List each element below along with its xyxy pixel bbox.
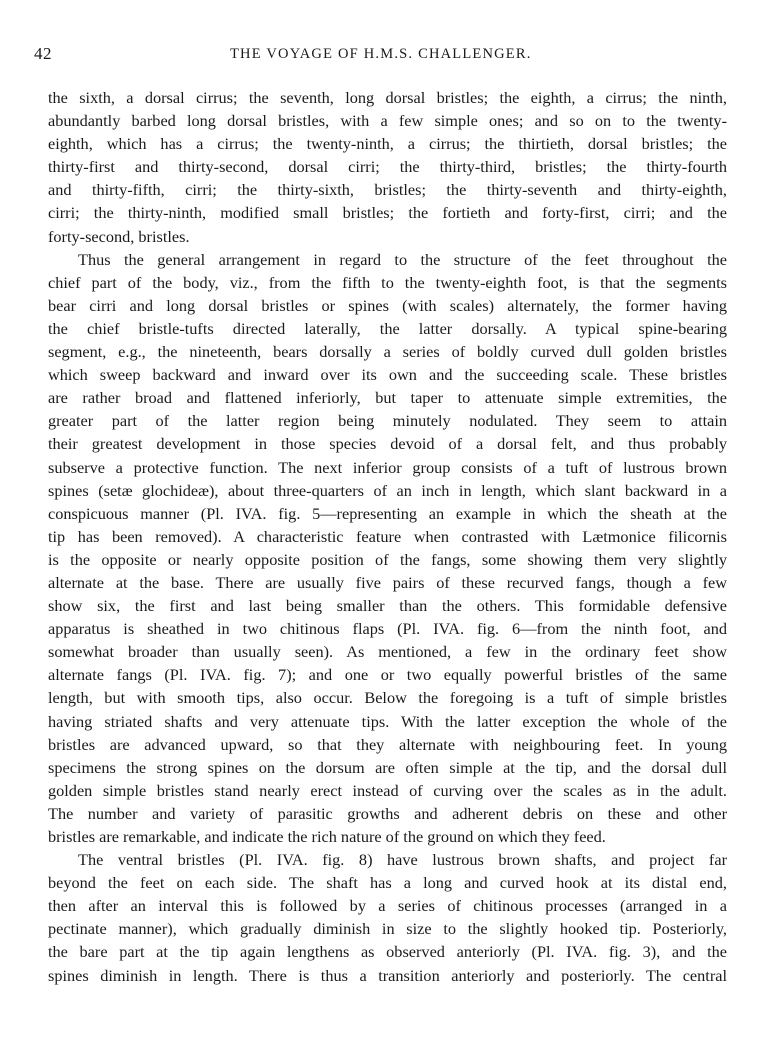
text-line: spines (setæ glochideæ), about three-quarters of an inch in length, which slant backward in a (48, 480, 727, 500)
text-line: golden simple bristles stand nearly erect instead of curving over the scales as in the adult. (48, 780, 727, 800)
text-line: the sixth, a dorsal cirrus; the seventh, long dorsal bristles; the eighth, a cirrus; the ninth, (48, 88, 727, 107)
text-line: somewhat broader than usually seen). As mentioned, a few in the ordinary feet show (48, 642, 727, 662)
text-line: greater part of the latter region being minutely nodulated. They seem to attain (48, 411, 727, 431)
page-header (34, 44, 734, 68)
text-line: beyond the feet on each side. The shaft has a long and curved hook at its distal end, (48, 873, 727, 893)
running-title: THE VOYAGE OF H.M.S. CHALLENGER. (230, 46, 532, 62)
page-number: 42 (34, 44, 52, 63)
text-line: and thirty-fifth, cirri; the thirty-sixth, bristles; the thirty-seventh and thirty-eighth, (48, 180, 727, 200)
paragraph-1 (48, 86, 727, 248)
text-line: bristles are remarkable, and indicate the rich nature of the ground on which they feed. (48, 827, 606, 846)
text-line: The number and variety of parasitic growths and adherent debris on these and other (48, 803, 727, 823)
text-line: are rather broad and flattened inferiorly, but taper to attenuate simple extremities, the (48, 388, 727, 408)
text-line: which sweep backward and inward over its own and the succeeding scale. These bristles (48, 365, 727, 385)
text-line: then after an interval this is followed by a series of chitinous processes (arranged in a (48, 896, 727, 916)
paragraph-2 (48, 248, 727, 848)
text-line: is the opposite or nearly opposite position of the fangs, some showing them very slightly (48, 549, 727, 569)
text-line: forty-second, bristles. (48, 226, 190, 246)
text-line: specimens the strong spines on the dorsum are often simple at the tip, and the dorsal dull (48, 757, 727, 777)
text-line: the chief bristle-tufts directed laterally, the latter dorsally. A typical spine-bearing (48, 318, 727, 338)
text-line: eighth, which has a cirrus; the twenty-ninth, a cirrus; the thirtieth, dorsal bristles; the (48, 134, 727, 154)
text-line: having striated shafts and very attenuate tips. With the latter exception the whole of the (48, 711, 727, 731)
text-line: spines diminish in length. There is thus a transition anteriorly and posteriorly. The central (48, 965, 727, 985)
text-line: alternate at the base. There are usually five pairs of these recurved fangs, though a few (48, 572, 727, 592)
text-line: their greatest development in those species devoid of a dorsal felt, and thus probably (48, 434, 727, 454)
text-line: the bare part at the tip again lengthens as observed anteriorly (Pl. IVA. fig. 3), and the (48, 942, 727, 962)
text-line: chief part of the body, viz., from the fifth to the twenty-eighth foot, is that the segments (48, 272, 727, 292)
text-line: segment, e.g., the nineteenth, bears dorsally a series of boldly curved dull golden bristles (48, 342, 727, 362)
text-line: subserve a protective function. The next inferior group consists of a tuft of lustrous brown (48, 457, 727, 477)
text-line: cirri; the thirty-ninth, modified small bristles; the fortieth and forty-first, cirri; and the (48, 203, 727, 223)
body-text (48, 86, 727, 987)
text-line: tip has been removed). A characteristic feature when contrasted with Lætmonice filicornis (48, 526, 727, 546)
text-line: bear cirri and long dorsal bristles or spines (with scales) alternately, the former having (48, 295, 727, 315)
text-line: conspicuous manner (Pl. IVA. fig. 5—representing an example in which the sheath at the (48, 503, 727, 523)
paragraph-3 (48, 848, 727, 987)
text-line: The ventral bristles (Pl. IVA. fig. 8) have lustrous brown shafts, and project far (78, 850, 727, 870)
text-line: alternate fangs (Pl. IVA. fig. 7); and one or two equally powerful bristles of the same (48, 665, 727, 685)
text-line: length, but with smooth tips, also occur. Below the foregoing is a tuft of simple bristles (48, 688, 727, 708)
text-line: thirty-first and thirty-second, dorsal cirri; the thirty-third, bristles; the thirty-fourth (48, 157, 727, 177)
text-line: Thus the general arrangement in regard to the structure of the feet throughout the (78, 249, 727, 269)
text-line: apparatus is sheathed in two chitinous flaps (Pl. IVA. fig. 6—from the ninth foot, and (48, 619, 727, 639)
text-line: abundantly barbed long dorsal bristles, with a few simple ones; and so on to the twenty- (48, 111, 727, 131)
text-line: pectinate manner), which gradually diminish in size to the slightly hooked tip. Posteriorly, (48, 919, 727, 939)
text-line: show six, the first and last being smaller than the others. This formidable defensive (48, 596, 727, 616)
text-line: bristles are advanced upward, so that they alternate with neighbouring feet. In young (48, 734, 727, 754)
